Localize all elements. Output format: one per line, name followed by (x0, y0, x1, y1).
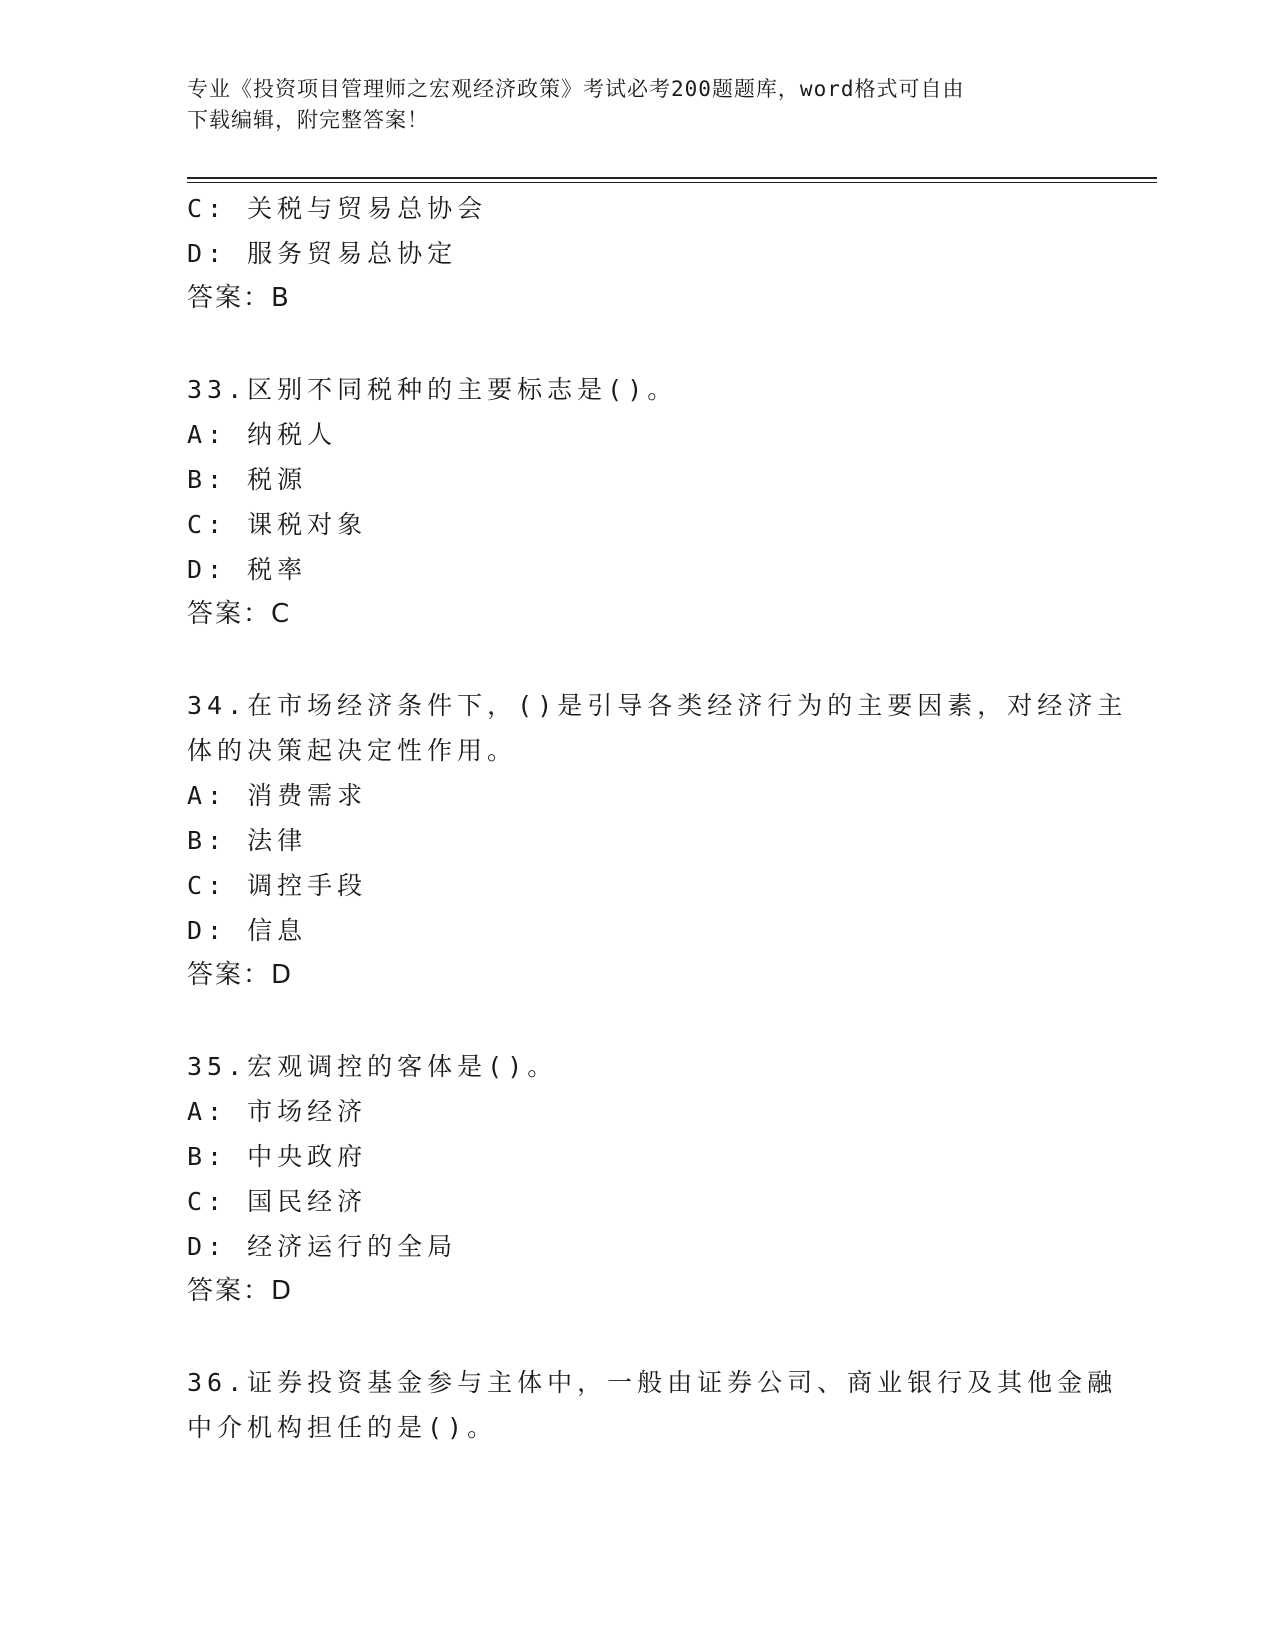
option-d: D: 税率 (187, 555, 308, 584)
answer: 答案：B (187, 283, 291, 313)
question-block-32 (187, 186, 1087, 321)
question-text: 33.区别不同税种的主要标志是()。 (187, 375, 678, 404)
question-text: 34.在市场经济条件下，()是引导各类经济行为的主要因素，对经济主 (187, 691, 1128, 720)
question-text: 35.宏观调控的客体是()。 (187, 1052, 558, 1081)
option-d: D: 经济运行的全局 (187, 1232, 458, 1261)
document-header (187, 74, 1087, 136)
header-rule-thin (187, 182, 1157, 183)
option-a: A: 纳税人 (187, 420, 338, 449)
option-b: B: 税源 (187, 465, 308, 494)
option-d: D: 信息 (187, 916, 308, 945)
option-b: B: 法律 (187, 826, 308, 855)
option-c: C: 课税对象 (187, 510, 368, 539)
header-line-2: 下载编辑，附完整答案！ (187, 108, 429, 132)
answer: 答案：D (187, 1276, 294, 1306)
option-a: A: 市场经济 (187, 1097, 368, 1126)
question-list (187, 186, 1128, 1450)
question-text: 36.证券投资基金参与主体中，一般由证券公司、商业银行及其他金融 (187, 1368, 1118, 1397)
option-c: C: 国民经济 (187, 1187, 368, 1216)
option-a: A: 消费需求 (187, 781, 368, 810)
option-b: B: 中央政府 (187, 1142, 368, 1171)
question-block-36 (187, 1360, 1118, 1450)
option-c: C: 关税与贸易总协会 (187, 194, 488, 223)
header-rule-thick (187, 177, 1157, 179)
question-block-35 (187, 1044, 1087, 1314)
question-text-cont: 体的决策起决定性作用。 (187, 736, 518, 765)
answer: 答案：C (187, 599, 292, 629)
option-c: C: 调控手段 (187, 871, 368, 900)
header-line-1: 专业《投资项目管理师之宏观经济政策》考试必考200题题库，word格式可自由 (187, 77, 965, 101)
answer: 答案：D (187, 960, 294, 990)
question-text-cont: 中介机构担任的是()。 (187, 1413, 498, 1442)
option-d: D: 服务贸易总协定 (187, 239, 458, 268)
question-block-34 (187, 683, 1128, 998)
question-block-33 (187, 367, 1087, 637)
